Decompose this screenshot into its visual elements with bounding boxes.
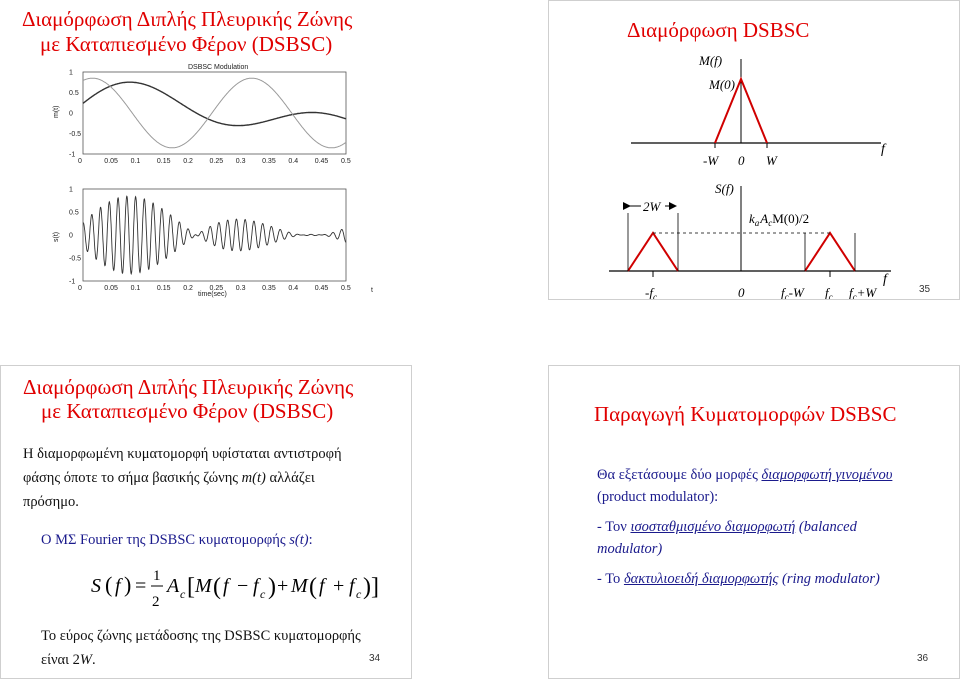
tick-fc: $f_c$: [825, 285, 833, 301]
plot-bottom-frame: [83, 189, 346, 281]
modulated-signal-trace: [83, 196, 346, 274]
plot-bottom-xlabel: time(sec): [198, 291, 227, 298]
x-tick-label: 0.05: [104, 285, 118, 292]
svg-text:1: 1: [153, 568, 161, 584]
slide-title-line1: Διαμόρφωση Διπλής Πλευρικής Ζώνης: [23, 375, 354, 399]
svg-text:f: f: [115, 575, 121, 597]
x-tick-label: 0.4: [288, 158, 299, 165]
x-tick-label: 0.45: [314, 158, 329, 165]
svg-text:+: +: [277, 575, 289, 597]
slide-dsbsc-spectrum: [548, 0, 960, 300]
tick-fc-minus-w: $f_c-W$: [781, 285, 804, 301]
y-tick-label: -1: [69, 151, 76, 159]
waveform-plots: [0, 0, 400, 300]
slide-dsbsc-properties: [0, 365, 412, 679]
svg-text:): ): [124, 572, 132, 597]
paragraph-fourier: Ο ΜΣ Fourier της DSBSC κυματομορφής s(t):: [41, 532, 313, 548]
lower-sideband-triangle: [628, 233, 678, 271]
svg-text:): ): [268, 574, 276, 600]
svg-text:M: M: [195, 575, 212, 597]
svg-text:+: +: [333, 575, 345, 597]
x-tick-label: 0.4: [288, 285, 299, 292]
link-balanced-modulator[interactable]: ισοσταθμισμένο διαμορφωτή: [630, 519, 796, 535]
label-amplitude: $k_aA_cM(0)/2$: [749, 211, 810, 228]
x-tick-label: 0: [78, 285, 82, 292]
x-tick-label: 0.5: [341, 285, 351, 292]
svg-text:[: [: [187, 574, 195, 600]
tick-w: W: [766, 153, 777, 168]
tick-fc-plus-w: $f_c+W$: [849, 285, 877, 301]
label-sf: S(f): [715, 181, 734, 196]
slide-title: Διαμόρφωση DSBSC: [627, 18, 810, 42]
y-tick-label: 0: [69, 232, 73, 240]
tick-zero: 0: [738, 153, 745, 168]
x-tick-label: 0.35: [262, 285, 276, 292]
svg-text:−: −: [237, 575, 249, 597]
svg-text:c: c: [260, 587, 266, 601]
page-number: 34: [369, 653, 381, 664]
slide-title-line2: με Καταπιεσμένο Φέρον (DSBSC): [41, 399, 334, 423]
svg-text:)]: )]: [363, 574, 379, 600]
x-tick-label: 0.35: [262, 158, 276, 165]
svg-text:f: f: [223, 575, 229, 597]
x-tick-label: 0.1: [130, 285, 141, 292]
svg-text:c: c: [356, 587, 362, 601]
x-tick-label: 0.2: [183, 285, 193, 292]
slide-dsbsc-waveforms: [0, 0, 400, 300]
x-tick-label: 0.45: [314, 285, 329, 292]
x-tick-label: 0.15: [156, 158, 171, 165]
svg-text:M: M: [291, 575, 308, 597]
x-tick-label: 0.2: [183, 158, 193, 165]
label-mf: M(f): [699, 53, 723, 68]
slide-dsbsc-generation: [548, 365, 960, 679]
stray-mark: t: [371, 287, 373, 294]
x-tick-label: 0.25: [209, 285, 224, 292]
x-tick-label: 0: [78, 158, 82, 165]
x-tick-label: 0.1: [130, 158, 141, 165]
svg-text:(: (: [309, 574, 317, 600]
x-tick-label: 0.15: [156, 285, 171, 292]
bottom-axis-f: f: [883, 272, 887, 287]
svg-text:c: c: [180, 587, 186, 601]
plot-top-title: DSBSC Modulation: [188, 64, 249, 71]
svg-text:f: f: [253, 575, 259, 597]
svg-text:A: A: [167, 575, 180, 597]
tick-zero-bottom: 0: [738, 285, 745, 300]
x-tick-label: 0.5: [341, 158, 351, 165]
y-tick-label: -0.5: [69, 255, 82, 263]
svg-text:=: =: [135, 575, 147, 597]
upper-sideband-triangle: [805, 233, 855, 271]
x-tick-label: 0.3: [235, 285, 246, 292]
y-tick-label: 1: [69, 69, 73, 77]
svg-text:2: 2: [152, 594, 160, 610]
top-axis-f: f: [881, 142, 885, 157]
y-tick-label: 0.5: [69, 209, 79, 217]
y-tick-label: -0.5: [69, 131, 82, 138]
fourier-equation: [81, 558, 401, 618]
svg-text:f: f: [319, 575, 325, 597]
y-tick-label: 1: [69, 186, 73, 194]
paragraph-phase-reversal: Η διαμορφωμένη κυματομορφή υφίσταται αντιστροφή φάσης όποτε το σήμα βασικής ζώνης m(t) αλλάζει πρόσημο.: [23, 446, 342, 510]
spectrum-diagram: [549, 1, 960, 300]
slide-title-line1: Διαμόρφωση Διπλής Πλευρικής Ζώνης: [22, 7, 353, 31]
page-number: 35: [919, 284, 931, 295]
label-m0: M(0): [709, 77, 735, 92]
plot-top-ylabel: m(t): [53, 105, 60, 118]
x-tick-label: 0.3: [235, 158, 246, 165]
paragraph-bandwidth: Το εύρος ζώνης μετάδοσης της DSBSC κυματομορφής είναι 2W.: [41, 628, 361, 668]
y-tick-label: 0.5: [69, 90, 79, 97]
tick-neg-w: -W: [703, 153, 719, 168]
svg-text:f: f: [349, 575, 355, 597]
modulator-list: Θα εξετάσουμε δύο μορφές διαμορφωτή γινομένου (product modulator): - Τον ισοσταθμισμένο διαμορφωτή (balanced modulator) - Το δακτυλιοειδή διαμορφωτής (ring modulator): [597, 467, 893, 587]
message-signal-trace: [83, 82, 346, 125]
svg-text:(: (: [213, 574, 221, 600]
y-tick-label: 0: [69, 110, 73, 118]
page-number: 36: [917, 653, 929, 664]
svg-text:S: S: [91, 575, 101, 597]
tick-neg-fc: $-f_c$: [645, 285, 657, 301]
plot-bottom-ylabel: s(t): [53, 231, 60, 242]
slide-title: Παραγωγή Κυματομορφών DSBSC: [594, 402, 897, 426]
slide-title-line2: με Καταπιεσμένο Φέρον (DSBSC): [40, 32, 333, 56]
link-ring-modulator[interactable]: δακτυλιοειδή διαμορφωτής: [623, 571, 779, 587]
y-tick-label: -1: [69, 278, 76, 286]
label-2w: 2W: [643, 199, 661, 214]
svg-text:(: (: [105, 572, 113, 597]
link-product-modulator[interactable]: διαμορφωτή γινομένου: [761, 467, 893, 483]
x-tick-label: 0.25: [209, 158, 224, 165]
x-tick-label: 0.05: [104, 158, 118, 165]
